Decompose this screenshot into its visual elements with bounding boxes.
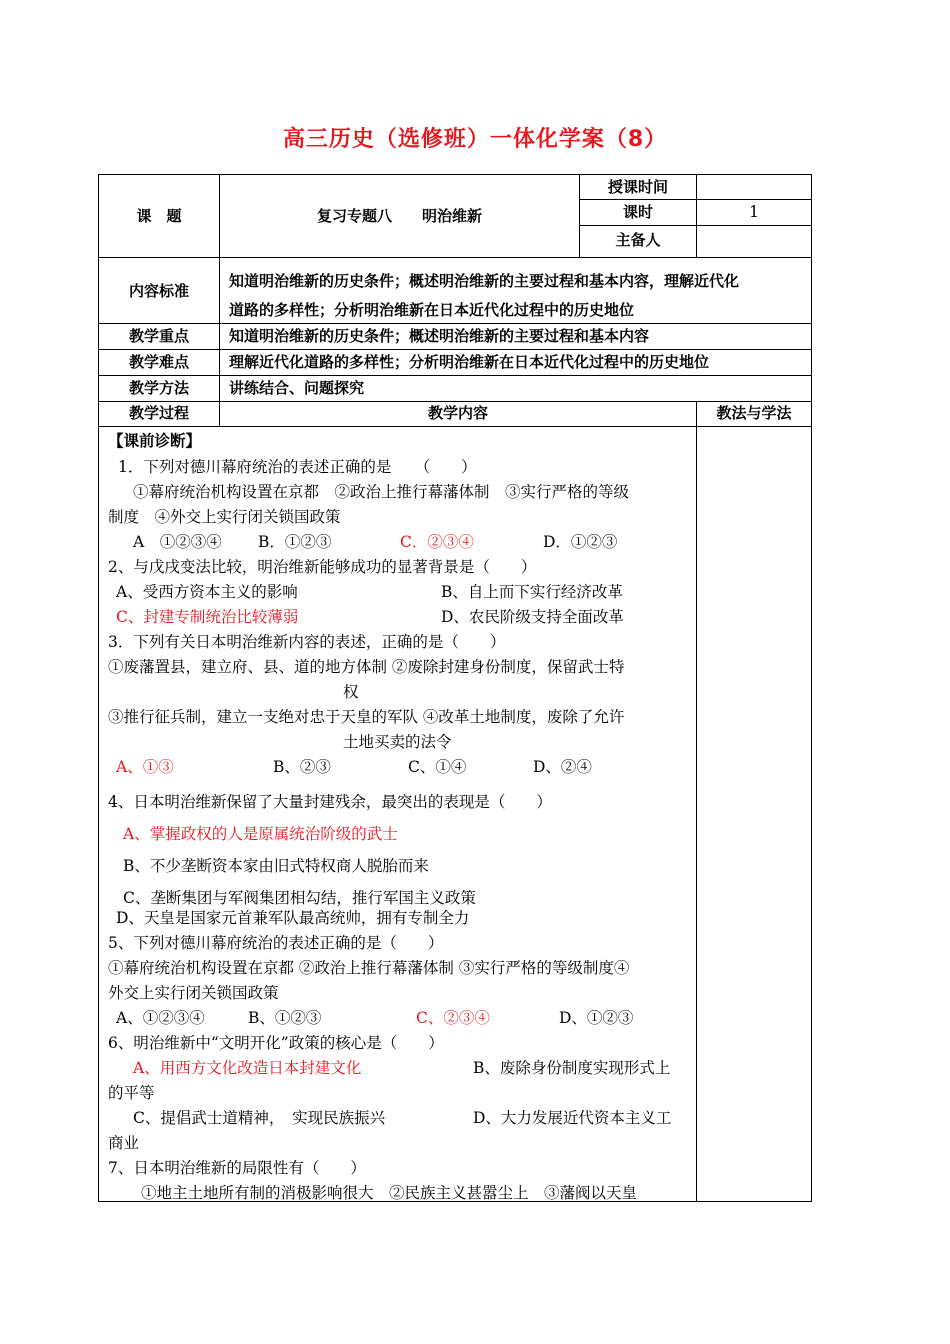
q4-option-a: A、掌握政权的人是原属统治阶级的武士 xyxy=(123,825,398,843)
q6-option-b: B、废除身份制度实现形式上 xyxy=(473,1059,671,1077)
time-label: 授课时间 xyxy=(607,178,668,196)
row-divider xyxy=(98,257,812,258)
q3-option-c: C、①④ xyxy=(408,758,467,776)
standard-line-2: 道路的多样性；分析明治维新在日本近代化过程中的历史地位 xyxy=(229,301,635,319)
standard-line-1: 知道明治维新的历史条件；概述明治维新的主要过程和基本内容，理解近代化 xyxy=(229,272,740,290)
q3-line-3: ③推行征兵制，建立一支绝对忠于天皇的军队 ④改革土地制度，废除了允许 xyxy=(108,708,625,726)
q1-option-b: B．①②③ xyxy=(258,533,332,551)
q5-option-b: B、①②③ xyxy=(248,1009,322,1027)
q4-option-c: C、垄断集团与军阀集团相勾结，推行军国主义政策 xyxy=(123,889,476,907)
method-value: 讲练结合、问题探究 xyxy=(229,379,365,397)
hours-label: 课时 xyxy=(622,203,653,221)
q5-option-d: D、①②③ xyxy=(559,1009,634,1027)
difficulty-label: 教学难点 xyxy=(128,353,189,371)
question-3: 3．下列有关日本明治维新内容的表述，正确的是（ ） xyxy=(108,633,506,651)
q1-option-a: A ①②③④ xyxy=(133,533,222,551)
q2-option-b: B、自上而下实行经济改革 xyxy=(441,583,623,601)
question-2: 2、与戊戌变法比较，明治维新能够成功的显著背景是（ ） xyxy=(108,558,537,576)
hours-value: 1 xyxy=(749,203,759,221)
q3-line-1: ①废藩置县，建立府、县、道的地方体制 ②废除封建身份制度，保留武士特 xyxy=(108,658,625,676)
q1-option-d: D．①②③ xyxy=(543,533,618,551)
q2-option-c: C、封建专制统治比较薄弱 xyxy=(116,608,299,626)
q5-option-c: C、②③④ xyxy=(416,1009,490,1027)
q7-line-1: ①地主土地所有制的消极影响很大 ②民族主义甚嚣尘上 ③藩阀以天皇 xyxy=(141,1184,638,1202)
q4-option-b: B、不少垄断资本家由旧式特权商人脱胎而来 xyxy=(123,857,429,875)
q1-option-c: C．②③④ xyxy=(400,533,474,551)
approach-label: 教法与学法 xyxy=(716,404,792,422)
q5-line-2: 外交上实行闭关锁国政策 xyxy=(108,984,279,1002)
topic-value: 复习专题八 明治维新 xyxy=(316,207,482,225)
focus-value: 知道明治维新的历史条件；概述明治维新的主要过程和基本内容 xyxy=(229,327,650,345)
q1-line-1: ①幕府统治机构设置在京都 ②政治上推行幕藩体制 ③实行严格的等级 xyxy=(133,483,630,501)
content-label: 教学内容 xyxy=(427,404,488,422)
table-border-top xyxy=(98,174,812,175)
q5-line-1: ①幕府统治机构设置在京都 ②政治上推行幕藩体制 ③实行严格的等级制度④ xyxy=(108,959,630,977)
q3-line-4: 土地买卖的法令 xyxy=(343,733,452,751)
method-label: 教学方法 xyxy=(128,379,189,397)
q4-option-d: D、天皇是国家元首兼军队最高统帅，拥有专制全力 xyxy=(116,909,470,927)
q3-option-a: A、①③ xyxy=(116,758,174,776)
q3-option-d: D、②④ xyxy=(533,758,592,776)
preparer-label: 主备人 xyxy=(615,231,661,249)
q6-option-d-cont: 商业 xyxy=(108,1134,140,1152)
question-1: 1．下列对德川幕府统治的表述正确的是 （ ） xyxy=(118,458,477,476)
question-6: 6、明治维新中“文明开化”政策的核心是（ ） xyxy=(108,1034,444,1052)
row-divider xyxy=(98,426,812,427)
q6-option-a: A、用西方文化改造日本封建文化 xyxy=(133,1059,362,1077)
q3-line-2: 权 xyxy=(343,683,359,701)
difficulty-value: 理解近代化道路的多样性；分析明治维新在日本近代化过程中的历史地位 xyxy=(229,353,710,371)
column-divider xyxy=(696,401,697,1202)
question-7: 7、日本明治维新的局限性有（ ） xyxy=(108,1159,366,1177)
q3-option-b: B、②③ xyxy=(273,758,331,776)
table-border-right xyxy=(811,174,812,1202)
section-heading: 【课前诊断】 xyxy=(108,432,202,450)
q6-option-c: C、提倡武士道精神， 实现民族振兴 xyxy=(133,1109,386,1127)
page-title: 高三历史（选修班）一体化学案（8） xyxy=(282,127,668,152)
process-label: 教学过程 xyxy=(128,404,189,422)
focus-label: 教学重点 xyxy=(128,327,189,345)
standard-label: 内容标准 xyxy=(128,282,189,300)
question-5: 5、下列对德川幕府统治的表述正确的是（ ） xyxy=(108,934,444,952)
q6-option-b-cont: 的平等 xyxy=(108,1084,155,1102)
topic-label: 课 题 xyxy=(136,207,182,225)
q2-option-d: D、农民阶级支持全面改革 xyxy=(441,608,624,626)
q2-option-a: A、受西方资本主义的影响 xyxy=(116,583,298,601)
question-4: 4、日本明治维新保留了大量封建残余，最突出的表现是（ ） xyxy=(108,793,552,811)
q1-line-2: 制度 ④外交上实行闭关锁国政策 xyxy=(108,508,341,526)
q5-option-a: A、①②③④ xyxy=(116,1009,205,1027)
q6-option-d: D、大力发展近代资本主义工 xyxy=(473,1109,672,1127)
